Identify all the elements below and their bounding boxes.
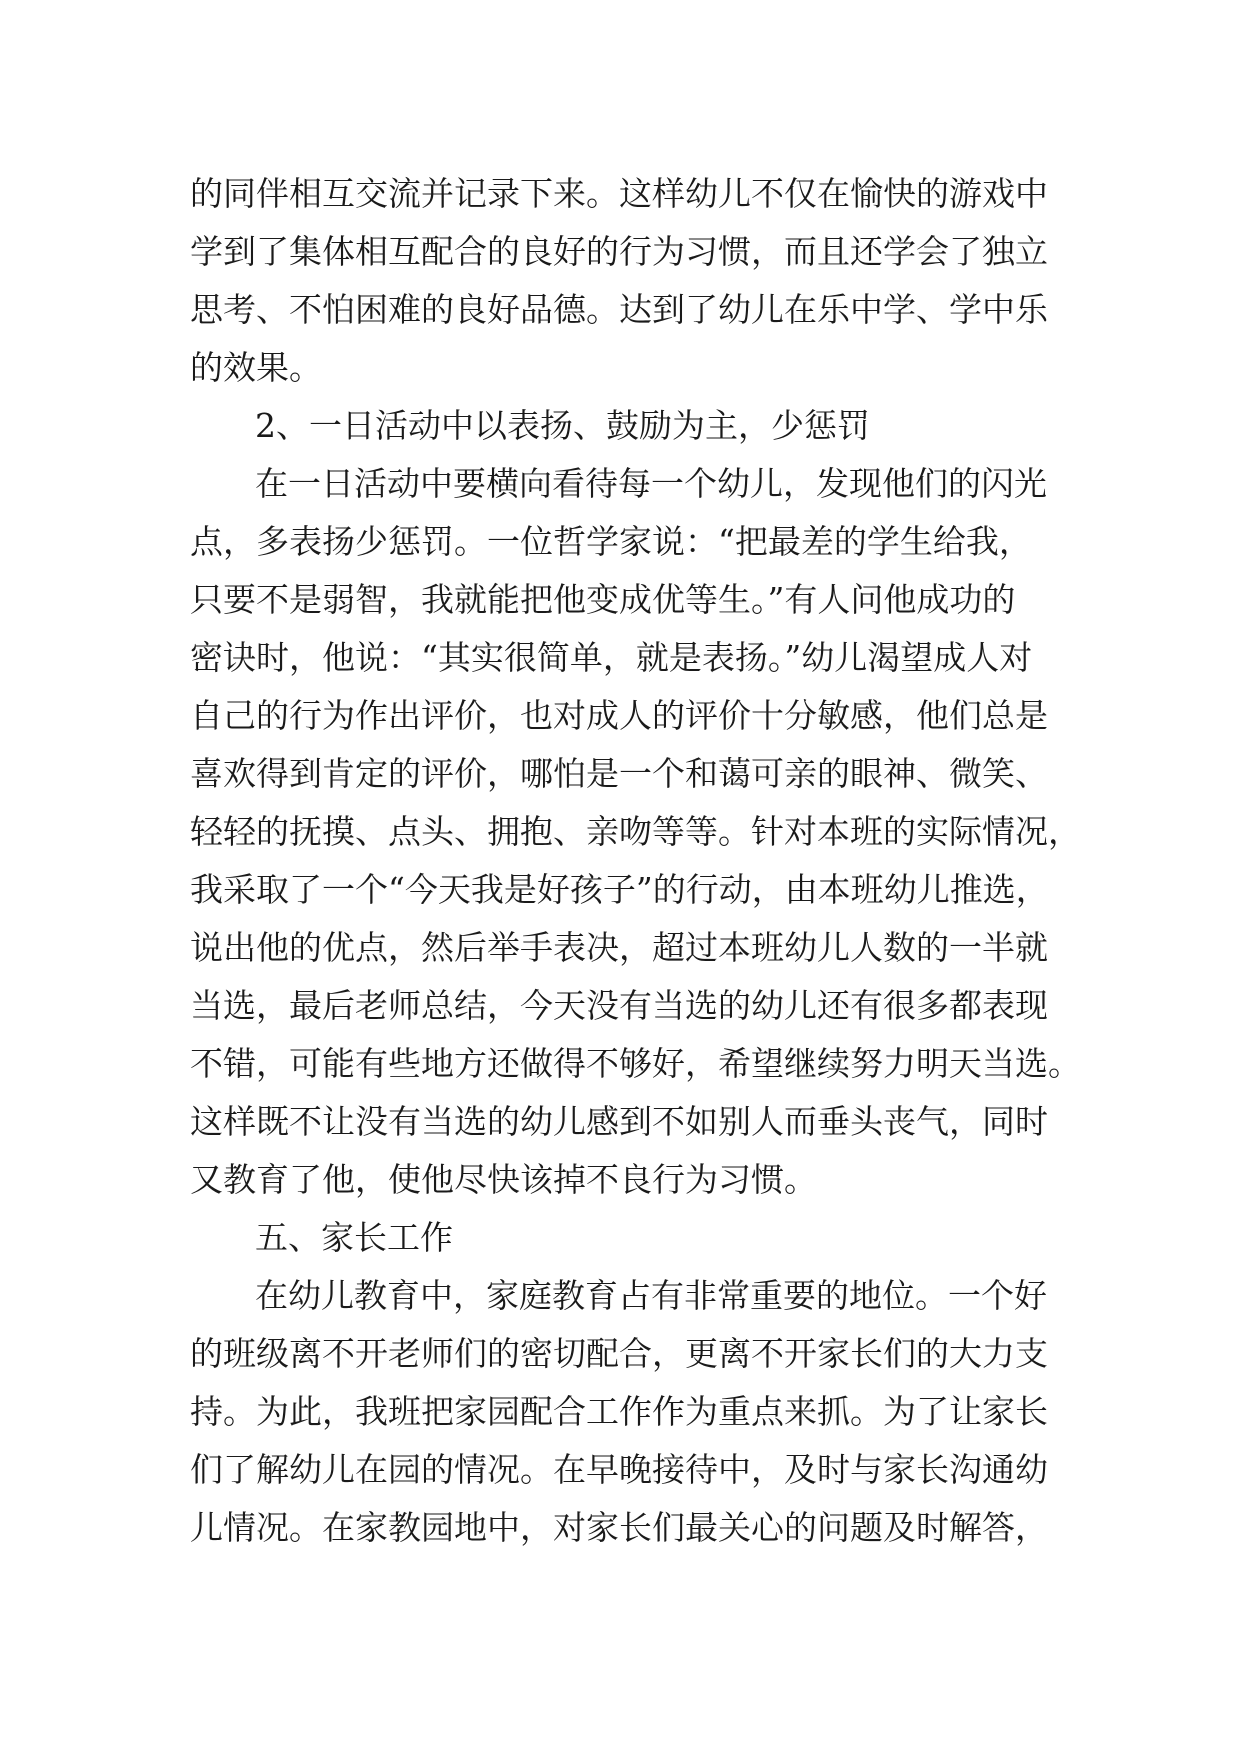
text-line bbox=[0, 976, 1241, 1036]
text-line-content: 轻轻的抚摸、点头、拥抱、亲吻等等。针对本班的实际情况， bbox=[190, 812, 1081, 851]
text-line bbox=[0, 338, 1241, 398]
text-line-content: 学到了集体相互配合的良好的行为习惯，而且还学会了独立 bbox=[190, 232, 1048, 271]
text-line bbox=[0, 222, 1241, 282]
text-line-content: 又教育了他，使他尽快该掉不良行为习惯。 bbox=[190, 1160, 817, 1199]
text-line-content: 的效果。 bbox=[190, 348, 322, 387]
text-line bbox=[0, 1382, 1241, 1442]
text-line bbox=[0, 164, 1241, 224]
text-line bbox=[0, 1324, 1241, 1384]
text-line bbox=[0, 1440, 1241, 1500]
text-line bbox=[0, 280, 1241, 340]
text-line bbox=[0, 1150, 1241, 1210]
text-line-content: 儿情况。在家教园地中，对家长们最关心的问题及时解答， bbox=[190, 1508, 1048, 1547]
text-line-content: 当选，最后老师总结，今天没有当选的幼儿还有很多都表现 bbox=[190, 986, 1048, 1025]
text-line-content: 不错，可能有些地方还做得不够好，希望继续努力明天当选。 bbox=[190, 1044, 1081, 1083]
text-line bbox=[0, 1034, 1241, 1094]
text-line-content: 自己的行为作出评价，也对成人的评价十分敏感，他们总是 bbox=[190, 696, 1048, 735]
text-line-content: 喜欢得到肯定的评价，哪怕是一个和蔼可亲的眼神、微笑、 bbox=[190, 754, 1048, 793]
subheading-text: 2、一日活动中以表扬、鼓励为主，少惩罚 bbox=[255, 406, 870, 445]
text-line-content: 的班级离不开老师们的密切配合，更离不开家长们的大力支 bbox=[190, 1334, 1048, 1373]
text-line bbox=[0, 570, 1241, 630]
text-line bbox=[0, 512, 1241, 572]
subheading bbox=[0, 396, 1241, 456]
text-line-content: 只要不是弱智，我就能把他变成优等生。”有人问他成功的 bbox=[190, 580, 1016, 619]
text-line bbox=[0, 918, 1241, 978]
text-line-content: 密诀时，他说：“其实很简单，就是表扬。”幼儿渴望成人对 bbox=[190, 638, 1033, 677]
text-line bbox=[0, 1092, 1241, 1152]
text-line-content: 思考、不怕困难的良好品德。达到了幼儿在乐中学、学中乐 bbox=[190, 290, 1048, 329]
section-heading-text: 五、家长工作 bbox=[255, 1218, 453, 1257]
text-line bbox=[0, 802, 1241, 862]
text-line bbox=[0, 686, 1241, 746]
text-line-content: 们了解幼儿在园的情况。在早晚接待中，及时与家长沟通幼 bbox=[190, 1450, 1048, 1489]
text-line-content: 在幼儿教育中，家庭教育占有非常重要的地位。一个好 bbox=[255, 1276, 1047, 1315]
text-line bbox=[0, 1498, 1241, 1558]
text-line-content: 说出他的优点，然后举手表决，超过本班幼儿人数的一半就 bbox=[190, 928, 1048, 967]
text-line bbox=[0, 860, 1241, 920]
text-line bbox=[0, 628, 1241, 688]
text-line bbox=[0, 744, 1241, 804]
text-line-content: 的同伴相互交流并记录下来。这样幼儿不仅在愉快的游戏中 bbox=[190, 174, 1048, 213]
text-line-content: 持。为此，我班把家园配合工作作为重点来抓。为了让家长 bbox=[190, 1392, 1048, 1431]
paragraph-first-line bbox=[0, 1266, 1241, 1326]
text-line-content: 我采取了一个“今天我是好孩子”的行动，由本班幼儿推选， bbox=[190, 870, 1049, 909]
section-heading bbox=[0, 1208, 1241, 1268]
text-line-content: 在一日活动中要横向看待每一个幼儿，发现他们的闪光 bbox=[255, 464, 1047, 503]
text-line-content: 点，多表扬少惩罚。一位哲学家说：“把最差的学生给我， bbox=[190, 522, 1032, 561]
paragraph-first-line bbox=[0, 454, 1241, 514]
text-line-content: 这样既不让没有当选的幼儿感到不如别人而垂头丧气，同时 bbox=[190, 1102, 1048, 1141]
